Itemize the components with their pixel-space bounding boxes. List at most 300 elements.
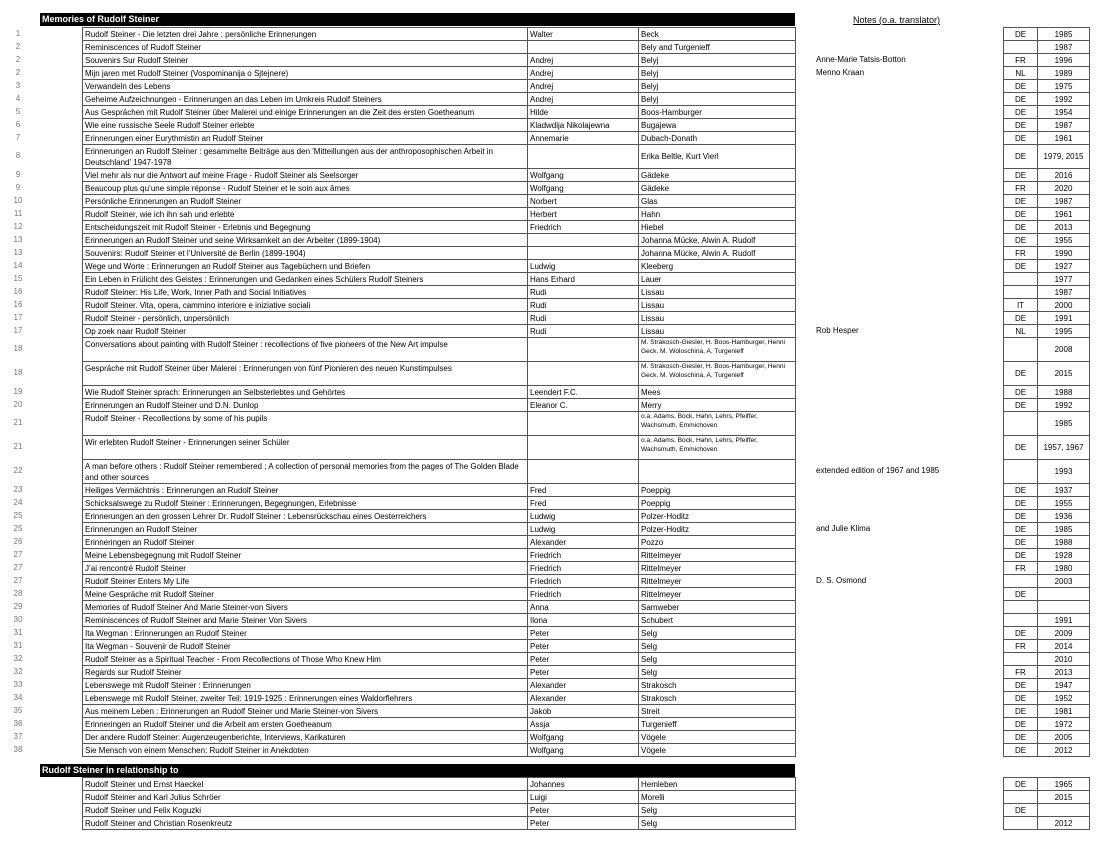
language-cell: DE (1003, 496, 1038, 510)
title-cell: Der andere Rudolf Steiner: Augenzeugenberichte, Interviews, Karikaturen (82, 730, 528, 744)
title-cell: Geheime Aufzeichnungen - Erinnerungen an das Leben im Umkreis Rudolf Steiners (82, 92, 528, 106)
language-cell (1003, 337, 1038, 362)
first-name-cell: Luigi (527, 790, 639, 804)
first-name-cell: Wolfgang (527, 730, 639, 744)
first-name-cell: Peter (527, 652, 639, 666)
row-number: 11 (13, 209, 23, 218)
last-name-cell: Selg (638, 816, 796, 830)
language-cell (1003, 574, 1038, 588)
table-row (0, 574, 1100, 587)
last-name-cell: Belyj (638, 53, 796, 67)
note-cell (814, 587, 999, 601)
title-cell: Rudolf Steiner. Vita, opera, cammino interiore e iniziative sociali (82, 298, 528, 312)
note-cell (814, 626, 999, 640)
row-number: 36 (13, 719, 23, 728)
language-cell: DE (1003, 220, 1038, 234)
title-cell: Meine Lebensbegegnung mit Rudolf Steiner (82, 548, 528, 562)
note-cell (814, 246, 999, 260)
year-cell: 1985 (1037, 27, 1090, 41)
note-cell (814, 105, 999, 119)
language-cell: DE (1003, 678, 1038, 692)
row-number: 31 (13, 641, 23, 650)
table-row (0, 548, 1100, 561)
note-cell (814, 613, 999, 627)
table-row (0, 730, 1100, 743)
language-cell (1003, 790, 1038, 804)
language-cell: DE (1003, 587, 1038, 601)
note-cell: D. S. Osmond (816, 576, 867, 585)
language-cell: DE (1003, 717, 1038, 731)
note-cell (814, 118, 999, 132)
last-name-cell: o.a. Adams, Bock, Hahn, Lehrs, Pfeiffer, Wachsmuth, Emmichoven (638, 435, 796, 460)
row-number: 18 (13, 368, 23, 377)
table-row (0, 704, 1100, 717)
row-number: 9 (15, 183, 21, 192)
table-row (0, 743, 1100, 756)
table-row (0, 144, 1100, 168)
language-cell: DE (1003, 207, 1038, 221)
first-name-cell: Walter (527, 27, 639, 41)
first-name-cell: Johannes (527, 777, 639, 791)
last-name-cell: Johanna Mücke, Alwin A. Rudolf (638, 246, 796, 260)
year-cell: 1987 (1037, 40, 1090, 54)
year-cell: 1993 (1037, 459, 1090, 484)
language-cell: FR (1003, 639, 1038, 653)
language-cell: DE (1003, 548, 1038, 562)
first-name-cell: Wolfgang (527, 743, 639, 757)
row-number: 25 (13, 511, 23, 520)
year-cell: 1955 (1037, 496, 1090, 510)
language-cell (1003, 272, 1038, 286)
title-cell: A man before others : Rudolf Steiner remembered ; A collection of personal memories from the pages of The Golden Blade and other sources (82, 459, 528, 484)
last-name-cell: Bely and Turgenieff (638, 40, 796, 54)
note-cell (814, 743, 999, 757)
year-cell: 2008 (1037, 337, 1090, 362)
year-cell: 1985 (1037, 522, 1090, 536)
row-number: 23 (13, 485, 23, 494)
year-cell (1037, 600, 1090, 614)
table-row (0, 337, 1100, 361)
language-cell: DE (1003, 704, 1038, 718)
year-cell (1037, 803, 1090, 817)
note-cell: extended edition of 1967 and 1985 (816, 466, 940, 475)
last-name-cell: Rittelmeyer (638, 574, 796, 588)
last-name-cell: Erika Beltle, Kurt Vierl (638, 144, 796, 169)
first-name-cell (527, 40, 639, 54)
last-name-cell: Polzer-Hoditz (638, 522, 796, 536)
last-name-cell: Pozzo (638, 535, 796, 549)
row-number: 21 (13, 418, 23, 427)
last-name-cell: o.a. Adams, Bock, Hahn, Lehrs, Pfeiffer, Wachsmuth, Emmichoven (638, 411, 796, 436)
year-cell: 1980 (1037, 561, 1090, 575)
first-name-cell: Andrej (527, 66, 639, 80)
last-name-cell: Dubach-Donath (638, 131, 796, 145)
first-name-cell: Friedrich (527, 561, 639, 575)
note-cell (814, 777, 999, 791)
title-cell: Souvenirs Sur Rudolf Steiner (82, 53, 528, 67)
first-name-cell (527, 435, 639, 460)
last-name-cell: Glas (638, 194, 796, 208)
row-number: 18 (13, 344, 23, 353)
year-cell: 1992 (1037, 398, 1090, 412)
note-cell (814, 717, 999, 731)
language-cell: DE (1003, 311, 1038, 325)
title-cell: Erinnerungen an Rudolf Steiner und D.N. Dunlop (82, 398, 528, 412)
note-cell: and Julie Klima (816, 524, 871, 533)
table-row (0, 803, 1100, 816)
last-name-cell: Lauer (638, 272, 796, 286)
first-name-cell: Fred (527, 496, 639, 510)
language-cell: DE (1003, 105, 1038, 119)
year-cell: 2014 (1037, 639, 1090, 653)
title-cell: Rudolf Steiner: His Life, Work, Inner Path and Social Initiatives (82, 285, 528, 299)
note-cell (814, 411, 999, 436)
last-name-cell: Kleeberg (638, 259, 796, 273)
language-cell (1003, 40, 1038, 54)
language-cell (1003, 411, 1038, 436)
row-number: 12 (13, 222, 23, 231)
last-name-cell: Bugajewa (638, 118, 796, 132)
year-cell: 1975 (1037, 79, 1090, 93)
first-name-cell: Alexander (527, 535, 639, 549)
title-cell: Rudolf Steiner and Christian Rosenkreutz (82, 816, 528, 830)
row-number: 34 (13, 693, 23, 702)
last-name-cell: Vögele (638, 730, 796, 744)
row-number: 13 (13, 248, 23, 257)
title-cell: Erinnerungen an den grossen Lehrer Dr. Rudolf Steiner : Lebensrückschau eines Oesterreichers (82, 509, 528, 523)
year-cell: 1992 (1037, 92, 1090, 106)
language-cell (1003, 652, 1038, 666)
table-row (0, 561, 1100, 574)
first-name-cell: Peter (527, 626, 639, 640)
last-name-cell: Selg (638, 639, 796, 653)
row-number: 5 (15, 107, 21, 116)
first-name-cell (527, 361, 639, 386)
note-cell (814, 259, 999, 273)
note-cell: Rob Hesper (816, 326, 859, 335)
last-name-cell (638, 459, 796, 484)
row-number: 17 (13, 326, 23, 335)
year-cell: 1991 (1037, 613, 1090, 627)
table-row (0, 131, 1100, 144)
table-row (0, 298, 1100, 311)
note-cell (814, 385, 999, 399)
title-cell: Rudolf Steiner as a Spiritual Teacher - From Recollections of Those Who Knew Him (82, 652, 528, 666)
table-row (0, 105, 1100, 118)
last-name-cell: Selg (638, 803, 796, 817)
row-number: 2 (15, 42, 21, 51)
last-name-cell: M. Strakosch-Giesler, H. Boos-Hamburger, Henni Geck, M. Woloschina, A. Turgenieff (638, 337, 796, 362)
year-cell: 2012 (1037, 816, 1090, 830)
title-cell: Erinneringen an Rudolf Steiner und die Arbeit am ersten Goetheanum (82, 717, 528, 731)
table-row (0, 324, 1100, 337)
last-name-cell: Streit (638, 704, 796, 718)
year-cell: 1981 (1037, 704, 1090, 718)
row-number: 30 (13, 615, 23, 624)
title-cell: Erinnerungen einer Eurythmistin an Rudolf Steiner (82, 131, 528, 145)
first-name-cell (527, 233, 639, 247)
note-cell (814, 600, 999, 614)
title-cell: Wie eine russische Seele Rudolf Steiner erlebte (82, 118, 528, 132)
last-name-cell: Boos-Hamburger (638, 105, 796, 119)
language-cell: DE (1003, 118, 1038, 132)
year-cell (1037, 587, 1090, 601)
title-cell: Lebenswege mit Rudolf Steiner, zweiter Teil: 1919-1925 : Erinnerungen eines Waldorflehrers (82, 691, 528, 705)
table-row (0, 168, 1100, 181)
note-cell (814, 535, 999, 549)
first-name-cell: Ludwig (527, 522, 639, 536)
year-cell: 1988 (1037, 385, 1090, 399)
first-name-cell (527, 411, 639, 436)
note-cell (814, 285, 999, 299)
note-cell (814, 790, 999, 804)
title-cell: Persönliche Erinnerungen an Rudolf Steiner (82, 194, 528, 208)
title-cell: Rudolf Steiner - Die letzten drei Jahre : persönliche Erinnerungen (82, 27, 528, 41)
row-number: 20 (13, 400, 23, 409)
year-cell: 1988 (1037, 535, 1090, 549)
note-cell (814, 220, 999, 234)
row-number (0, 790, 36, 804)
language-cell: DE (1003, 730, 1038, 744)
language-cell: FR (1003, 665, 1038, 679)
first-name-cell: Friedrich (527, 220, 639, 234)
title-cell: Lebenswege mit Rudolf Steiner : Erinnerungen (82, 678, 528, 692)
first-name-cell (527, 337, 639, 362)
row-number: 4 (15, 94, 21, 103)
language-cell: DE (1003, 385, 1038, 399)
first-name-cell: Norbert (527, 194, 639, 208)
year-cell: 1927 (1037, 259, 1090, 273)
note-cell: Menno Kraan (816, 68, 865, 77)
language-cell: DE (1003, 626, 1038, 640)
table-row (0, 66, 1100, 79)
title-cell: Op zoek naar Rudolf Steiner (82, 324, 528, 338)
row-number: 31 (13, 628, 23, 637)
table-row (0, 678, 1100, 691)
year-cell: 1987 (1037, 285, 1090, 299)
title-cell: Wie Rudolf Steiner sprach: Erinnerungen an Selbsterlebtes und Gehörtes (82, 385, 528, 399)
note-cell (814, 181, 999, 195)
year-cell: 1987 (1037, 194, 1090, 208)
year-cell: 1987 (1037, 118, 1090, 132)
first-name-cell: Peter (527, 816, 639, 830)
title-cell: Erinneringen an Rudolf Steiner (82, 535, 528, 549)
table-row (0, 652, 1100, 665)
language-cell: DE (1003, 398, 1038, 412)
table-row (0, 535, 1100, 548)
note-cell (814, 233, 999, 247)
year-cell: 2003 (1037, 574, 1090, 588)
row-number: 1 (15, 29, 21, 38)
language-cell: FR (1003, 561, 1038, 575)
last-name-cell: Selg (638, 652, 796, 666)
row-number (0, 803, 36, 817)
title-cell: Erinnerungen an Rudolf Steiner und seine Wirksamkeit an der Arbeiter (1899-1904) (82, 233, 528, 247)
title-cell: Heiliges Vermächtnis : Erinnerungen an Rudolf Steiner (82, 483, 528, 497)
last-name-cell: Belyj (638, 66, 796, 80)
table-row (0, 790, 1100, 803)
table-row (0, 259, 1100, 272)
year-cell: 1977 (1037, 272, 1090, 286)
note-cell (814, 803, 999, 817)
language-cell: DE (1003, 27, 1038, 41)
table-row (0, 639, 1100, 652)
language-cell: DE (1003, 691, 1038, 705)
language-cell (1003, 600, 1038, 614)
note-cell (814, 272, 999, 286)
first-name-cell (527, 246, 639, 260)
year-cell: 1947 (1037, 678, 1090, 692)
note-cell (814, 398, 999, 412)
language-cell (1003, 459, 1038, 484)
row-number: 28 (13, 589, 23, 598)
year-cell: 1961 (1037, 207, 1090, 221)
row-number: 2 (15, 68, 21, 77)
table-row (0, 626, 1100, 639)
last-name-cell: Selg (638, 665, 796, 679)
year-cell: 2013 (1037, 220, 1090, 234)
row-number: 14 (13, 261, 23, 270)
row-number: 26 (13, 537, 23, 546)
last-name-cell: Rittelmeyer (638, 548, 796, 562)
first-name-cell: Rudi (527, 285, 639, 299)
language-cell: DE (1003, 144, 1038, 169)
first-name-cell: Ludwig (527, 509, 639, 523)
first-name-cell: Friedrich (527, 548, 639, 562)
last-name-cell: Schubert (638, 613, 796, 627)
year-cell: 2010 (1037, 652, 1090, 666)
language-cell: DE (1003, 777, 1038, 791)
title-cell: J’ai rencontré Rudolf Steiner (82, 561, 528, 575)
language-cell: NL (1003, 66, 1038, 80)
last-name-cell: Polzer-Hoditz (638, 509, 796, 523)
table-row (0, 220, 1100, 233)
last-name-cell: Belyj (638, 79, 796, 93)
row-number: 35 (13, 706, 23, 715)
row-number: 16 (13, 300, 23, 309)
note-cell (814, 483, 999, 497)
year-cell: 1972 (1037, 717, 1090, 731)
year-cell: 2005 (1037, 730, 1090, 744)
language-cell (1003, 285, 1038, 299)
title-cell: Rudolf Steiner - persönlich, unpersönlich (82, 311, 528, 325)
language-cell: DE (1003, 803, 1038, 817)
last-name-cell: Strakosch (638, 678, 796, 692)
year-cell: 1954 (1037, 105, 1090, 119)
last-name-cell: Gädeke (638, 168, 796, 182)
note-cell (814, 194, 999, 208)
year-cell: 1991 (1037, 311, 1090, 325)
first-name-cell: Friedrich (527, 587, 639, 601)
first-name-cell: Eleanor C. (527, 398, 639, 412)
first-name-cell: Ilona (527, 613, 639, 627)
last-name-cell: Strakosch (638, 691, 796, 705)
title-cell: Rudolf Steiner and Karl Julius Schröer (82, 790, 528, 804)
title-cell: Souvenirs: Rudolf Steiner et l’Université de Berlin (1899-1904) (82, 246, 528, 260)
table-row (0, 79, 1100, 92)
year-cell: 2015 (1037, 361, 1090, 386)
note-cell (814, 144, 999, 169)
table-row (0, 272, 1100, 285)
first-name-cell (527, 459, 639, 484)
language-cell: DE (1003, 168, 1038, 182)
title-cell: Memories of Rudolf Steiner And Marie Steiner-von Sivers (82, 600, 528, 614)
title-cell: Rudolf Steiner Enters My Life (82, 574, 528, 588)
first-name-cell: Ludwig (527, 259, 639, 273)
title-cell: Reminiscences of Rudolf Steiner (82, 40, 528, 54)
row-number: 17 (13, 313, 23, 322)
note-cell: Anne-Marie Tatsis-Botton (816, 55, 906, 64)
year-cell: 2009 (1037, 626, 1090, 640)
last-name-cell: Turgenieff (638, 717, 796, 731)
last-name-cell: Samweber (638, 600, 796, 614)
first-name-cell: Rudi (527, 298, 639, 312)
section-header-memories: Memories of Rudolf Steiner (40, 13, 795, 26)
first-name-cell: Leendert F.C. (527, 385, 639, 399)
last-name-cell: Beck (638, 27, 796, 41)
note-cell (814, 79, 999, 93)
title-cell: Erinnerungen an Rudolf Steiner : gesammelte Beiträge aus den 'Mitteillungen aus der anthroposophischen Arbeit in Deutschland' 1947-1978 (82, 144, 528, 169)
first-name-cell: Assja (527, 717, 639, 731)
language-cell: DE (1003, 79, 1038, 93)
language-cell: DE (1003, 535, 1038, 549)
year-cell: 1936 (1037, 509, 1090, 523)
year-cell: 1996 (1037, 53, 1090, 67)
first-name-cell: Peter (527, 639, 639, 653)
title-cell: Rudolf Steiner - Recollections by some of his pupils (82, 411, 528, 436)
row-number: 10 (13, 196, 23, 205)
title-cell: Ita Wegman - Souvenir de Rudolf Steiner (82, 639, 528, 653)
year-cell: 2013 (1037, 665, 1090, 679)
table-row (0, 361, 1100, 385)
table-row (0, 587, 1100, 600)
table-row (0, 496, 1100, 509)
year-cell: 1995 (1037, 324, 1090, 338)
table-row (0, 411, 1100, 435)
last-name-cell: Poeppig (638, 483, 796, 497)
language-cell: DE (1003, 361, 1038, 386)
table-row (0, 777, 1100, 790)
note-cell (814, 704, 999, 718)
last-name-cell: Vögele (638, 743, 796, 757)
title-cell: Reminiscences of Rudolf Steiner and Marie Steiner Von Sivers (82, 613, 528, 627)
table-row (0, 435, 1100, 459)
title-cell: Rudolf Steiner, wie ich ihn sah und erlebte (82, 207, 528, 221)
row-number: 33 (13, 680, 23, 689)
note-cell (814, 298, 999, 312)
table-row (0, 691, 1100, 704)
note-cell (814, 40, 999, 54)
language-cell: DE (1003, 233, 1038, 247)
title-cell: Aus Gesprächen mit Rudolf Steiner über Malerei und einige Erinnerungen an die Zeit des ersten Goetheanum (82, 105, 528, 119)
note-cell (814, 509, 999, 523)
row-number: 19 (13, 387, 23, 396)
table-row (0, 613, 1100, 626)
title-cell: Meine Gespräche mit Rudolf Steiner (82, 587, 528, 601)
year-cell: 1928 (1037, 548, 1090, 562)
note-cell (814, 92, 999, 106)
first-name-cell: Wolfgang (527, 181, 639, 195)
note-cell (814, 27, 999, 41)
table-row (0, 459, 1100, 483)
last-name-cell: Hahn (638, 207, 796, 221)
title-cell: Gespräche mit Rudolf Steiner über Malerei : Erinnerungen von fünf Pionieren des neuen Kunstimpulses (82, 361, 528, 386)
row-number: 37 (13, 732, 23, 741)
table-row (0, 181, 1100, 194)
first-name-cell: Alexander (527, 678, 639, 692)
title-cell: Viel mehr als nur die Antwort auf meine Frage - Rudolf Steiner als Seelsorger (82, 168, 528, 182)
row-number: 9 (15, 170, 21, 179)
